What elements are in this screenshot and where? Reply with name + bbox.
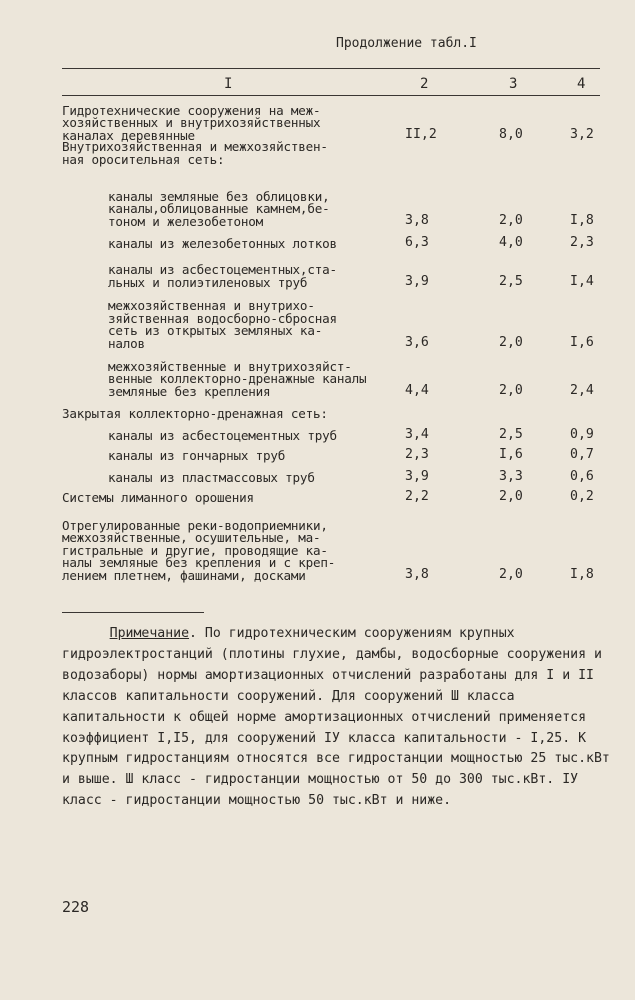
cell-c4: 0,2	[570, 489, 594, 504]
row-label: межхозяйственная и внутрихо- зяйственная водосборно-сбросная сеть из открытых земляных ка- налов	[108, 298, 337, 351]
cell-c2: 6,3	[405, 235, 429, 250]
column-header-1: I	[224, 76, 233, 92]
cell-c2: II,2	[405, 127, 437, 142]
row-label: межхозяйственные и внутрихозяйст- венные коллекторно-дренажные каналы земляные без крепления	[108, 358, 367, 399]
cell-c4: 2,3	[570, 235, 594, 250]
row-label: каналы из асбестоцементных,ста- льных и полиэтиленовых труб	[108, 262, 337, 290]
row-label: каналы из асбестоцементных труб	[108, 427, 337, 443]
row-label: каналы из пластмассовых труб	[108, 469, 315, 485]
row-label: каналы из гончарных труб	[108, 447, 286, 463]
cell-c4: I,8	[570, 567, 594, 582]
column-header-4: 4	[577, 76, 586, 92]
cell-c3: 3,3	[499, 469, 523, 484]
row-label: каналы из железобетонных лотков	[108, 235, 337, 251]
row-label: Отрегулированные реки-водоприемники, межхозяйственные, осушительные, ма- гистральные и другие, проводящие ка- налы земляные без крепления и с креп- лением плетнем, фашинами, досками	[62, 517, 336, 583]
cell-c2: 3,8	[405, 213, 429, 228]
cell-c4: I,4	[570, 274, 594, 289]
table-caption: Продолжение табл.I	[336, 36, 477, 51]
cell-c2: 2,3	[405, 447, 429, 462]
cell-c2: 3,4	[405, 427, 429, 442]
cell-c2: 3,6	[405, 335, 429, 350]
cell-c3: 2,0	[499, 335, 523, 350]
row-label: каналы земляные без облицовки, каналы,облицованные камнем,бе- тоном и железобетоном	[108, 188, 330, 229]
footnote-rule	[62, 612, 204, 613]
row-label: Внутрихозяйственная и межхозяйствен- ная оросительная сеть:	[62, 139, 328, 167]
column-header-3: 3	[509, 76, 518, 92]
cell-c3: 2,0	[499, 213, 523, 228]
cell-c3: 2,5	[499, 274, 523, 289]
cell-c3: 2,5	[499, 427, 523, 442]
cell-c3: I,6	[499, 447, 523, 462]
footnote-heading: Примечание	[109, 626, 190, 641]
cell-c4: 0,6	[570, 469, 594, 484]
cell-c4: I,6	[570, 335, 594, 350]
cell-c2: 3,9	[405, 274, 429, 289]
cell-c2: 2,2	[405, 489, 429, 504]
cell-c4: 0,7	[570, 447, 594, 462]
cell-c2: 3,8	[405, 567, 429, 582]
column-header-2: 2	[420, 76, 429, 92]
footnote	[62, 624, 622, 812]
cell-c2: 4,4	[405, 383, 429, 398]
cell-c4: 3,2	[570, 127, 594, 142]
footnote-text: . По гидротехническим сооружениям крупных гидроэлектростанций (плотины глухие, дамбы, водосборные сооружения и водозаборы) нормы амортизационных отчислений разработаны для I и II классов капитальности сооружений. Для сооружений Ш класса капитальности к общей норме амортизационных отчислений применяется коэффициент I,I5, для сооружений IУ класса капитальности - I,25. К крупным гидростанциям относятся все гидростанции мощностью 25 тыс.кВт и выше. Ш класс - гидростанции мощностью от 50 до 300 тыс.кВт. IУ класс - гидростанции мощностью 50 тыс.кВт и ниже.	[62, 626, 610, 809]
row-label: Гидротехнические сооружения на меж- хозяйственных и внутрихозяйственных каналах деревянные	[62, 102, 321, 143]
row-label: Системы лиманного орошения	[62, 489, 254, 505]
cell-c3: 8,0	[499, 127, 523, 142]
cell-c3: 4,0	[499, 235, 523, 250]
cell-c2: 3,9	[405, 469, 429, 484]
page-number: 228	[62, 898, 90, 916]
cell-c4: I,8	[570, 213, 594, 228]
cell-c3: 2,0	[499, 383, 523, 398]
cell-c4: 2,4	[570, 383, 594, 398]
cell-c3: 2,0	[499, 567, 523, 582]
cell-c3: 2,0	[499, 489, 523, 504]
cell-c4: 0,9	[570, 427, 594, 442]
row-label: Закрытая коллекторно-дренажная сеть:	[62, 405, 328, 421]
